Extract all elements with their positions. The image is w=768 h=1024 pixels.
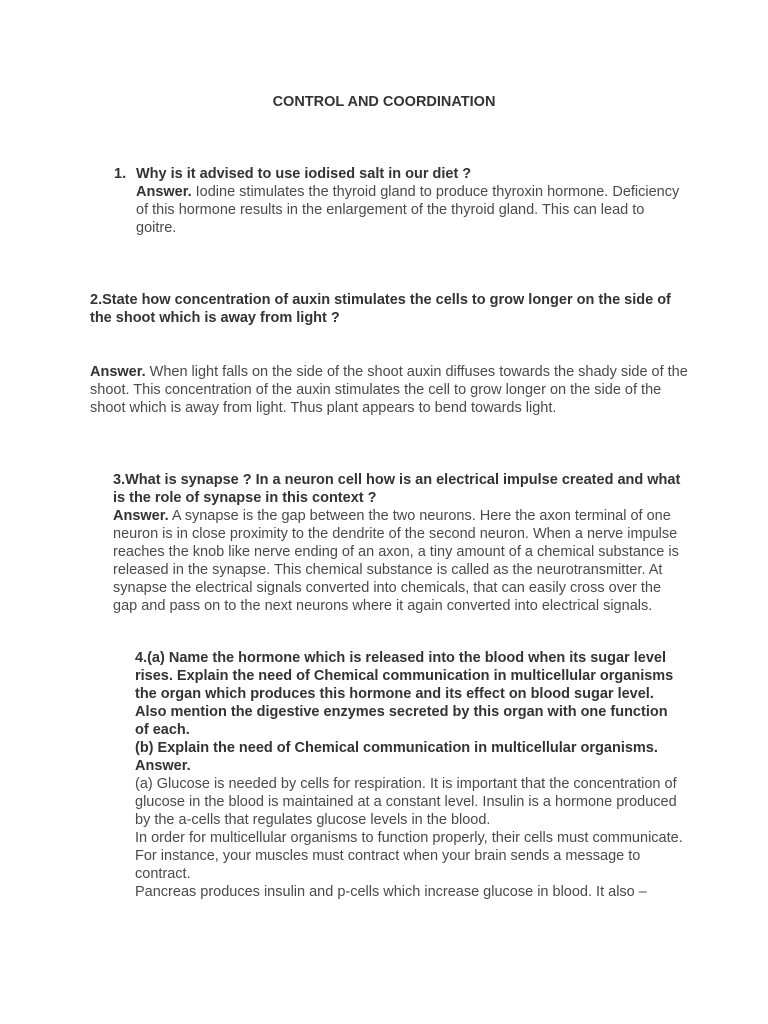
answer-3-text: A synapse is the gap between the two neurons. Here the axon terminal of one neuron is in close proximity to the dendrite of the second neuron. When a nerve impulse reaches the knob like nerve ending of an axon, a tiny amount of a chemical substance is released in the synapse. This chemical substance is called as the neurotransmitter. At synapse the electrical signals converted into chemicals, that can easily cross over the gap and pass on to the next neurons where it again converted into electrical signals. (113, 508, 679, 614)
question-1 (114, 165, 684, 237)
question-4 (135, 649, 685, 901)
question-4b-text: (b) Explain the need of Chemical communication in multicellular organisms. (135, 740, 658, 756)
question-3 (113, 471, 683, 615)
question-2-text: 2.State how concentration of auxin stimulates the cells to grow longer on the side of the shoot which is away from light ? (90, 292, 671, 326)
question-1-number: 1. (114, 166, 127, 182)
answer-3-label: Answer. (113, 508, 169, 524)
answer-4-para-2: In order for multicellular organisms to function properly, their cells must communicate. For instance, your muscles must contract when your brain sends a message to contract. (135, 830, 683, 882)
page-title: CONTROL AND COORDINATION (272, 94, 496, 110)
answer-4-label: Answer. (135, 758, 191, 774)
answer-1 (136, 183, 684, 237)
answer-1-text: Iodine stimulates the thyroid gland to produce thyroxin hormone. Deficiency of this hormone results in the enlargement of the thyroid gland. This can lead to goitre. (136, 184, 680, 236)
answer-2-label: Answer. (90, 364, 146, 380)
question-4a-text: 4.(a) Name the hormone which is released into the blood when its sugar level rises. Explain the need of Chemical communication in multicellular organisms the organ which produces this hormone and its effect on blood sugar level. Also mention the digestive enzymes secreted by this organ with one function of each. (135, 650, 674, 738)
answer-2-text: When light falls on the side of the shoot auxin diffuses towards the shady side of the shoot. This concentration of the auxin stimulates the cell to grow longer on the side of the shoot which is away from light. Thus plant appears to bend towards light. (90, 364, 688, 416)
question-1-text: Why is it advised to use iodised salt in our diet ? (136, 166, 472, 182)
answer-4-para-3: Pancreas produces insulin and p-cells which increase glucose in blood. It also – (135, 884, 647, 900)
question-3-text: 3.What is synapse ? In a neuron cell how is an electrical impulse created and what is the role of synapse in this context ? (113, 472, 681, 506)
answer-4-para-1: (a) Glucose is needed by cells for respiration. It is important that the concentration of glucose in the blood is maintained at a constant level. Insulin is a hormone produced by the a-cells that regulates glucose levels in the blood. (135, 776, 677, 828)
answer-2 (90, 363, 690, 417)
answer-3 (113, 507, 683, 615)
answer-1-label: Answer. (136, 184, 192, 200)
